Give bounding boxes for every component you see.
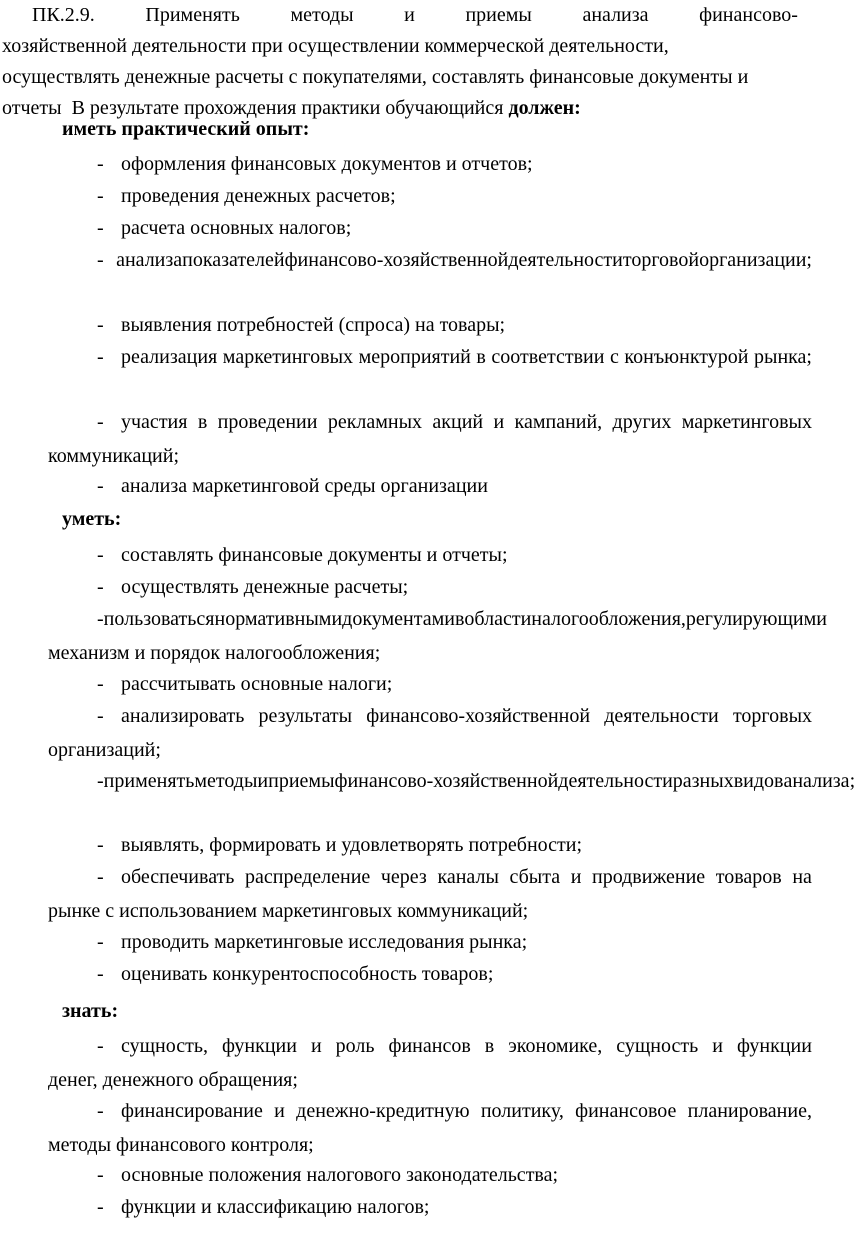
list-bullet-dash: - <box>97 185 104 207</box>
list-item-word: организации; <box>699 249 812 271</box>
list-bullet-dash: - <box>97 314 104 336</box>
list-item <box>0 1160 814 1191</box>
intro-word: приемы <box>465 4 532 26</box>
list-item-word: экономике, <box>508 1035 603 1057</box>
list-item-word: сбыта <box>509 866 561 888</box>
list-item-first-line <box>0 540 814 571</box>
list-item-text <box>121 1031 812 1062</box>
list-item <box>0 213 814 244</box>
list-item-word: торговой <box>622 249 700 271</box>
list-bullet-dash: - <box>97 1196 104 1218</box>
list-item-word: в <box>197 411 208 433</box>
list-item-first-line <box>0 342 814 373</box>
list-bullet-dash: - <box>97 1100 104 1122</box>
list-item-first-line <box>0 1031 814 1062</box>
section-heading-knowledge: знать: <box>62 1000 119 1022</box>
list-item-text <box>104 766 855 797</box>
list-item-first-line <box>0 604 827 635</box>
list-item-word: мероприятий <box>358 346 471 368</box>
list-item-text <box>116 245 812 276</box>
list-item-first-line <box>0 149 814 180</box>
list-item-continuation: коммуникаций; <box>48 445 179 467</box>
list-item-word: и <box>274 1100 285 1122</box>
list-item-word: в <box>476 346 486 368</box>
intro-word: финансово- <box>699 4 798 26</box>
list-item-text: проведения денежных расчетов; <box>121 185 396 207</box>
list-item-word: рекламных <box>327 411 423 433</box>
list-item-word: документами <box>342 608 455 630</box>
list-bullet-dash: - <box>97 834 104 856</box>
list-bullet-dash: - <box>97 411 104 433</box>
section-heading-experience: иметь практический опыт: <box>62 118 310 140</box>
list-item <box>0 1192 814 1223</box>
list-item-text: оформления финансовых документов и отчетов; <box>121 153 533 175</box>
list-item-word: рынка; <box>754 346 812 368</box>
list-bullet-dash: - <box>97 963 104 985</box>
list-item-word: и <box>570 866 582 888</box>
list-item-text <box>121 862 812 893</box>
list-bullet-dash: - <box>97 705 104 727</box>
list-item-word: участия <box>121 411 188 433</box>
list-bullet-dash: - <box>97 673 104 695</box>
list-item-word: сущность <box>616 1035 699 1057</box>
list-item-first-line <box>0 862 814 893</box>
list-item-first-line <box>0 213 814 244</box>
list-item-word: проведении <box>217 411 318 433</box>
list-bullet-dash: - <box>97 866 104 888</box>
list-item-text: выявлять, формировать и удовлетворять потребности; <box>121 834 583 856</box>
intro-paragraph <box>2 0 812 124</box>
list-item-text: функции и классификацию налогов; <box>121 1196 430 1218</box>
list-item-text: составлять финансовые документы и отчеты; <box>121 544 508 566</box>
list-item-first-line <box>0 669 814 700</box>
list-item-first-line <box>0 310 814 341</box>
list-item-first-line <box>0 407 814 438</box>
list-bullet-dash: - <box>97 770 104 792</box>
list-item-first-line <box>0 766 855 797</box>
list-item-word: методы <box>194 770 258 792</box>
list-item-word: продвижение <box>592 866 706 888</box>
list-item <box>0 1096 814 1161</box>
list-item <box>0 1031 814 1096</box>
list-item-word: планирование, <box>687 1100 812 1122</box>
list-item-word: через <box>380 866 427 888</box>
section-heading-skills: уметь: <box>62 508 122 530</box>
list-bullet-dash: - <box>97 1035 104 1057</box>
list-item <box>0 604 827 669</box>
list-item-word: пользоваться <box>103 608 215 630</box>
list-item-text: проводить маркетинговые исследования рынка; <box>121 931 528 953</box>
list-item-word: других <box>612 411 672 433</box>
list-item-word: маркетинговых <box>681 411 812 433</box>
list-item-word: акций <box>432 411 484 433</box>
list-item-word: деятельности <box>508 249 623 271</box>
list-item <box>0 572 814 603</box>
list-item-continuation: методы финансового контроля; <box>48 1134 314 1156</box>
list-item <box>0 407 814 472</box>
list-item-first-line <box>0 245 814 276</box>
list-item-word: налогообложения, <box>531 608 686 630</box>
list-item-first-line <box>0 701 814 732</box>
list-item-word: в <box>484 1035 495 1057</box>
list-item-first-line <box>0 181 814 212</box>
list-item-text <box>121 701 812 732</box>
list-item-word: разных <box>672 770 734 792</box>
list-item <box>0 766 855 800</box>
list-item-first-line <box>0 471 814 502</box>
list-item-word: финансово-хозяйственной <box>284 249 509 271</box>
list-item-word: и <box>493 411 505 433</box>
intro-word: анализа <box>582 4 649 26</box>
list-item-word: и <box>257 770 269 792</box>
list-item-word: финансово-хозяйственной <box>334 770 559 792</box>
list-item-text: основные положения налогового законодательства; <box>121 1164 559 1186</box>
list-item-text: оценивать конкурентоспособность товаров; <box>121 963 494 985</box>
list-item-text: рассчитывать основные налоги; <box>121 673 393 695</box>
list-item-word: соответствии <box>491 346 605 368</box>
intro-word: ПК.2.9. <box>32 4 95 26</box>
list-item-word: результаты <box>258 705 353 727</box>
list-item-continuation: денег, денежного обращения; <box>48 1069 298 1091</box>
list-item-word: анализировать <box>121 705 245 727</box>
list-item-word: анализа <box>116 249 183 271</box>
list-bullet-dash: - <box>97 544 104 566</box>
intro-line-2: хозяйственной деятельности при осуществлении коммерческой деятельности, <box>2 35 669 57</box>
list-item-text <box>104 604 827 635</box>
list-item-text: выявления потребностей (спроса) на товары; <box>121 314 506 336</box>
list-item-word: торговых <box>732 705 812 727</box>
list-item-first-line <box>0 1160 814 1191</box>
list-item <box>0 181 814 212</box>
list-item-word: анализа; <box>783 770 855 792</box>
list-item-word: роль <box>335 1035 375 1057</box>
list-item-first-line <box>0 572 814 603</box>
list-item-word: деятельности <box>604 705 719 727</box>
list-item-word: с <box>609 346 619 368</box>
list-item-first-line <box>0 830 814 861</box>
intro-word: методы <box>290 4 354 26</box>
intro-word: Применять <box>145 4 240 26</box>
list-item-word: применять <box>103 770 195 792</box>
list-item-word: финансирование <box>121 1100 263 1122</box>
list-item <box>0 830 814 861</box>
list-bullet-dash: - <box>97 931 104 953</box>
list-item-word: видов <box>733 770 784 792</box>
list-item-word: нормативными <box>214 608 343 630</box>
list-item-word: приемы <box>268 770 335 792</box>
list-item <box>0 701 814 766</box>
list-item-word: денежно-кредитную <box>296 1100 470 1122</box>
list-item <box>0 149 814 180</box>
list-item-word: в <box>454 608 465 630</box>
list-item-word: показателей <box>182 249 285 271</box>
list-item-first-line <box>0 959 814 990</box>
list-item-word: кампаний, <box>514 411 603 433</box>
list-item-text <box>121 407 812 438</box>
list-item-word: функции <box>221 1035 297 1057</box>
list-item <box>0 927 814 958</box>
list-item-word: деятельности <box>558 770 673 792</box>
list-item-word: каналы <box>437 866 499 888</box>
list-item-word: обеспечивать <box>121 866 235 888</box>
list-item-text: осуществлять денежные расчеты; <box>121 576 409 598</box>
list-item-word: финансов <box>388 1035 471 1057</box>
list-item-text <box>121 1096 812 1127</box>
list-item-word: области <box>464 608 532 630</box>
list-item-first-line <box>0 1096 814 1127</box>
list-item-continuation: механизм и порядок налогообложения; <box>48 642 381 664</box>
list-bullet-dash: - <box>97 153 104 175</box>
list-item <box>0 471 814 502</box>
list-item-first-line <box>0 1192 814 1223</box>
list-item-word: товаров <box>715 866 782 888</box>
intro-line-1 <box>2 0 812 31</box>
intro-line-3: осуществлять денежные расчеты с покупателями, составлять финансовые документы и <box>2 66 749 88</box>
list-item <box>0 540 814 571</box>
list-item-word: на <box>792 866 812 888</box>
list-item-word: регулирующими <box>685 608 827 630</box>
list-item-word: функции <box>736 1035 812 1057</box>
list-item-text <box>121 342 812 373</box>
list-bullet-dash: - <box>97 217 104 239</box>
list-bullet-dash: - <box>97 249 104 271</box>
list-item-word: политику, <box>480 1100 564 1122</box>
list-bullet-dash: - <box>97 346 104 368</box>
list-bullet-dash: - <box>97 475 104 497</box>
list-item-word: распределение <box>245 866 371 888</box>
list-item-first-line <box>0 927 814 958</box>
list-item-word: сущность, <box>121 1035 208 1057</box>
list-bullet-dash: - <box>97 1164 104 1186</box>
list-item-continuation: организаций; <box>48 739 161 761</box>
list-item-word: и <box>712 1035 723 1057</box>
list-item-word: маркетинговых <box>222 346 354 368</box>
list-item <box>0 862 814 927</box>
list-item <box>0 342 814 376</box>
intro-word: и <box>404 4 415 26</box>
intro-line-4-text: отчеты В результате прохождения практики обучающийся <box>2 97 509 119</box>
list-item-word: конъюнктурой <box>624 346 749 368</box>
list-bullet-dash: - <box>97 576 104 598</box>
intro-must-label: должен: <box>508 97 581 119</box>
list-item-word: и <box>310 1035 322 1057</box>
list-item-word: реализация <box>121 346 218 368</box>
list-item <box>0 310 814 341</box>
list-item-word: финансовое <box>575 1100 677 1122</box>
list-item <box>0 959 814 990</box>
list-item-word: финансово-хозяйственной <box>366 705 591 727</box>
list-bullet-dash: - <box>97 608 104 630</box>
list-item-text: расчета основных налогов; <box>121 217 352 239</box>
list-item <box>0 245 814 279</box>
list-item <box>0 669 814 700</box>
list-item-text: анализа маркетинговой среды организации <box>121 475 488 497</box>
list-item-continuation: рынке с использованием маркетинговых коммуникаций; <box>48 900 529 922</box>
